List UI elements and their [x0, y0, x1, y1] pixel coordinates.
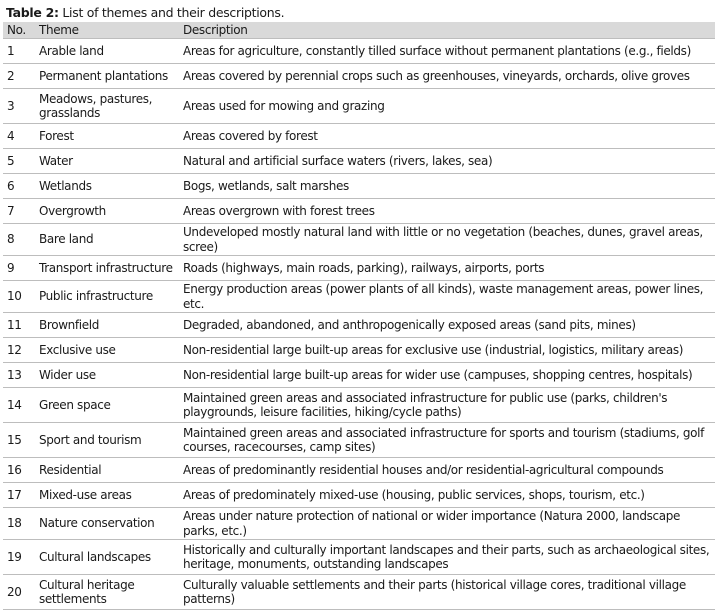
- table-row: [3, 281, 715, 313]
- row-no: 14: [3, 388, 35, 423]
- row-no: 5: [3, 149, 35, 174]
- row-description: Areas covered by perennial crops such as greenhouses, vineyards, orchards, olive groves: [179, 64, 715, 89]
- header-theme: Theme: [35, 22, 179, 39]
- row-theme: Residential: [35, 458, 179, 483]
- row-theme: Meadows, pastures, grasslands: [35, 89, 179, 124]
- row-no: 8: [3, 224, 35, 256]
- row-description: Areas under nature protection of national or wider importance (Natura 2000, landscape parks, etc.): [179, 508, 715, 540]
- row-no: 2: [3, 64, 35, 89]
- row-theme: Forest: [35, 124, 179, 149]
- row-theme: Transport infrastructure: [35, 256, 179, 281]
- row-no: 17: [3, 483, 35, 508]
- row-no: 4: [3, 124, 35, 149]
- header-description: Description: [179, 22, 715, 39]
- row-no: 9: [3, 256, 35, 281]
- table-row: [3, 458, 715, 483]
- row-theme: Cultural heritage settlements: [35, 575, 179, 610]
- row-theme: Wider use: [35, 363, 179, 388]
- row-no: 16: [3, 458, 35, 483]
- table-row: [3, 423, 715, 458]
- row-no: 13: [3, 363, 35, 388]
- row-theme: Arable land: [35, 39, 179, 64]
- row-description: Maintained green areas and associated infrastructure for public use (parks, children's playgrounds, leisure facilities, hiking/cycle paths): [179, 388, 715, 423]
- table-row: [3, 64, 715, 89]
- row-description: Areas covered by forest: [179, 124, 715, 149]
- row-theme: Overgrowth: [35, 199, 179, 224]
- table-row: [3, 483, 715, 508]
- table-row: [3, 149, 715, 174]
- table-body: [3, 39, 715, 610]
- row-theme: Wetlands: [35, 174, 179, 199]
- row-description: Undeveloped mostly natural land with little or no vegetation (beaches, dunes, gravel areas, scree): [179, 224, 715, 256]
- table-row: [3, 39, 715, 64]
- table-caption: [6, 5, 284, 20]
- row-description: Areas used for mowing and grazing: [179, 89, 715, 124]
- table-row: [3, 174, 715, 199]
- row-description: Energy production areas (power plants of all kinds), waste management areas, power lines, etc.: [179, 281, 715, 313]
- header-row: [3, 22, 715, 39]
- row-description: Areas of predominantly residential houses and/or residential-agricultural compounds: [179, 458, 715, 483]
- row-no: 15: [3, 423, 35, 458]
- table-row: [3, 124, 715, 149]
- row-no: 10: [3, 281, 35, 313]
- row-description: Maintained green areas and associated infrastructure for sports and tourism (stadiums, golf courses, racecourses, camp sites): [179, 423, 715, 458]
- row-no: 19: [3, 540, 35, 575]
- row-theme: Permanent plantations: [35, 64, 179, 89]
- table-row: [3, 199, 715, 224]
- caption-text: List of themes and their descriptions.: [58, 5, 285, 20]
- row-theme: Public infrastructure: [35, 281, 179, 313]
- table-row: [3, 338, 715, 363]
- row-theme: Exclusive use: [35, 338, 179, 363]
- row-no: 7: [3, 199, 35, 224]
- header-no: No.: [3, 22, 35, 39]
- row-description: Non-residential large built-up areas for wider use (campuses, shopping centres, hospitals): [179, 363, 715, 388]
- table-row: [3, 363, 715, 388]
- caption-label: Table 2:: [6, 5, 59, 20]
- table-row: [3, 224, 715, 256]
- row-description: Degraded, abandoned, and anthropogenically exposed areas (sand pits, mines): [179, 313, 715, 338]
- row-description: Non-residential large built-up areas for exclusive use (industrial, logistics, military areas): [179, 338, 715, 363]
- table-header: [3, 22, 715, 39]
- row-description: Areas of predominately mixed-use (housing, public services, shops, tourism, etc.): [179, 483, 715, 508]
- row-theme: Cultural landscapes: [35, 540, 179, 575]
- row-theme: Bare land: [35, 224, 179, 256]
- row-theme: Mixed-use areas: [35, 483, 179, 508]
- table-row: [3, 508, 715, 540]
- row-description: Areas for agriculture, constantly tilled surface without permanent plantations (e.g., fields): [179, 39, 715, 64]
- row-description: Historically and culturally important landscapes and their parts, such as archaeological sites, heritage, monuments, outstanding landscapes: [179, 540, 715, 575]
- themes-table: [3, 22, 715, 610]
- row-no: 12: [3, 338, 35, 363]
- row-theme: Nature conservation: [35, 508, 179, 540]
- row-description: Roads (highways, main roads, parking), railways, airports, ports: [179, 256, 715, 281]
- row-no: 11: [3, 313, 35, 338]
- row-theme: Brownfield: [35, 313, 179, 338]
- row-description: Natural and artificial surface waters (rivers, lakes, sea): [179, 149, 715, 174]
- row-no: 1: [3, 39, 35, 64]
- row-no: 18: [3, 508, 35, 540]
- row-description: Bogs, wetlands, salt marshes: [179, 174, 715, 199]
- table-row: [3, 388, 715, 423]
- row-theme: Water: [35, 149, 179, 174]
- row-no: 20: [3, 575, 35, 610]
- row-theme: Green space: [35, 388, 179, 423]
- table-row: [3, 575, 715, 610]
- row-no: 3: [3, 89, 35, 124]
- table-row: [3, 313, 715, 338]
- row-description: Culturally valuable settlements and their parts (historical village cores, traditional village patterns): [179, 575, 715, 610]
- row-no: 6: [3, 174, 35, 199]
- table-row: [3, 89, 715, 124]
- row-theme: Sport and tourism: [35, 423, 179, 458]
- row-description: Areas overgrown with forest trees: [179, 199, 715, 224]
- table-row: [3, 540, 715, 575]
- table-row: [3, 256, 715, 281]
